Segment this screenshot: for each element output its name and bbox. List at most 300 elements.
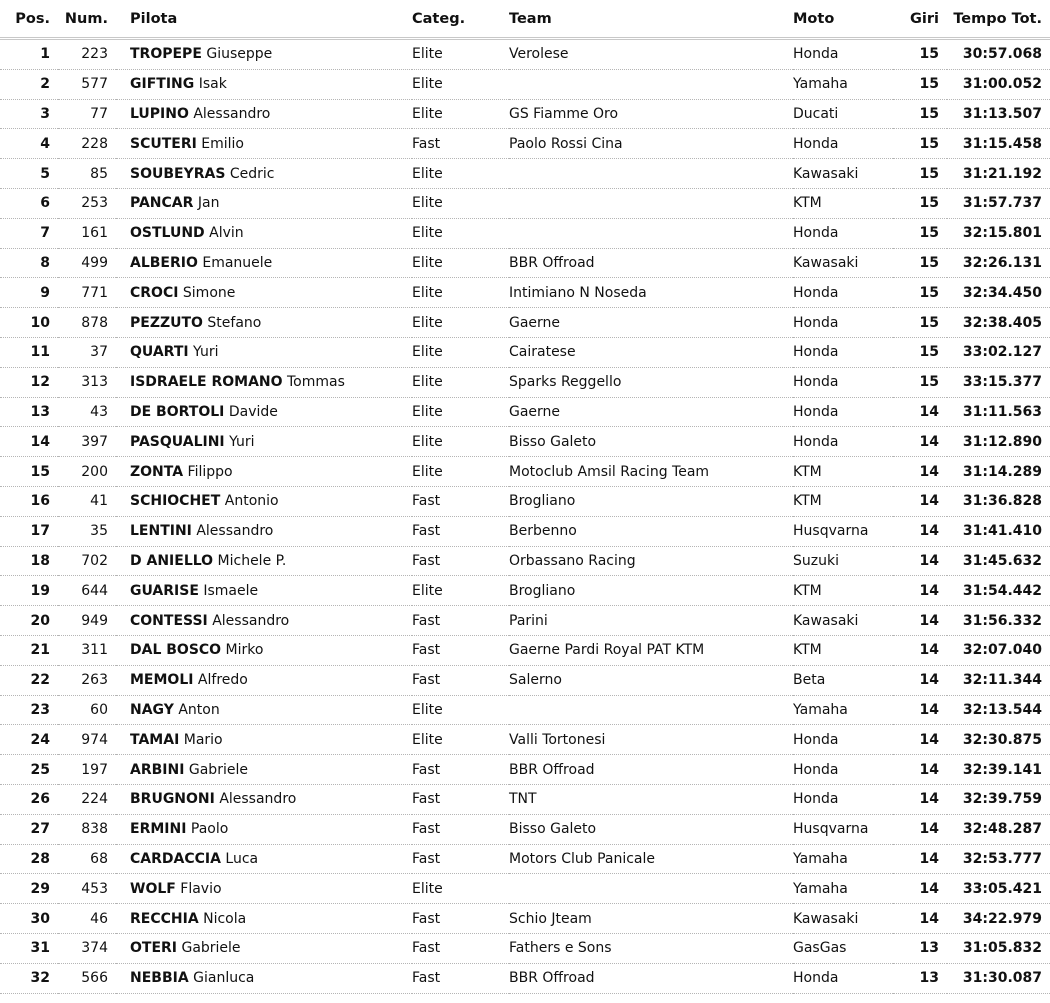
cell-pos: 23: [0, 695, 58, 725]
cell-team: [509, 159, 793, 189]
cell-tempo: 30:57.068: [947, 39, 1050, 70]
cell-num: 68: [58, 844, 116, 874]
cell-pilota: [116, 695, 412, 725]
table-row: [0, 367, 1050, 397]
cell-pilota: [116, 546, 412, 576]
rider-surname: SOUBEYRAS: [130, 165, 226, 182]
cell-moto: Beta: [793, 665, 893, 695]
cell-pos: 4: [0, 129, 58, 159]
cell-categ: Elite: [412, 159, 509, 189]
rider-firstname: Gabriele: [181, 940, 241, 957]
cell-moto: KTM: [793, 486, 893, 516]
cell-categ: Elite: [412, 278, 509, 308]
cell-pos: 3: [0, 99, 58, 129]
cell-categ: Fast: [412, 933, 509, 963]
rider-firstname: Jan: [197, 195, 220, 212]
rider-firstname: Davide: [228, 403, 278, 420]
rider-surname: DAL BOSCO: [130, 642, 222, 659]
cell-team: [509, 69, 793, 99]
cell-num: 374: [58, 933, 116, 963]
cell-giri: 14: [893, 457, 947, 487]
cell-giri: 14: [893, 874, 947, 904]
cell-pilota: [116, 516, 412, 546]
rider-surname: MEMOLI: [130, 672, 194, 689]
cell-categ: Fast: [412, 755, 509, 785]
rider-surname: TAMAI: [130, 731, 180, 748]
cell-giri: 13: [893, 963, 947, 993]
rider-firstname: Simone: [182, 284, 236, 301]
cell-pos: 28: [0, 844, 58, 874]
rider-firstname: Mirko: [225, 642, 264, 659]
cell-giri: 15: [893, 69, 947, 99]
table-row: [0, 784, 1050, 814]
rider-surname: RECCHIA: [130, 910, 199, 927]
results-body: [0, 39, 1050, 994]
cell-team: Gaerne: [509, 308, 793, 338]
cell-moto: GasGas: [793, 933, 893, 963]
cell-giri: 14: [893, 755, 947, 785]
cell-giri: 14: [893, 784, 947, 814]
rider-firstname: Alfredo: [197, 672, 248, 689]
cell-moto: Honda: [793, 427, 893, 457]
cell-moto: Honda: [793, 784, 893, 814]
cell-pilota: [116, 755, 412, 785]
cell-pos: 11: [0, 337, 58, 367]
cell-pos: 22: [0, 665, 58, 695]
cell-moto: Yamaha: [793, 874, 893, 904]
cell-moto: Honda: [793, 278, 893, 308]
cell-moto: Honda: [793, 367, 893, 397]
cell-team: Intimiano N Noseda: [509, 278, 793, 308]
rider-firstname: Paolo: [190, 821, 229, 838]
cell-tempo: 31:56.332: [947, 606, 1050, 636]
cell-giri: 15: [893, 308, 947, 338]
rider-surname: ARBINI: [130, 761, 185, 778]
cell-num: 41: [58, 486, 116, 516]
cell-categ: Elite: [412, 457, 509, 487]
cell-pos: 1: [0, 39, 58, 70]
rider-firstname: Luca: [225, 850, 259, 867]
header-team: Team: [509, 0, 793, 39]
cell-giri: 14: [893, 427, 947, 457]
cell-num: 566: [58, 963, 116, 993]
cell-num: 46: [58, 904, 116, 934]
cell-pilota: [116, 188, 412, 218]
cell-moto: Honda: [793, 337, 893, 367]
cell-pos: 12: [0, 367, 58, 397]
cell-team: TNT: [509, 784, 793, 814]
cell-tempo: 32:53.777: [947, 844, 1050, 874]
cell-pos: 9: [0, 278, 58, 308]
table-row: [0, 933, 1050, 963]
table-row: [0, 486, 1050, 516]
cell-num: 223: [58, 39, 116, 70]
cell-moto: Honda: [793, 725, 893, 755]
cell-categ: Fast: [412, 963, 509, 993]
cell-team: Schio Jteam: [509, 904, 793, 934]
table-row: [0, 248, 1050, 278]
table-row: [0, 188, 1050, 218]
header-moto: Moto: [793, 0, 893, 39]
cell-num: 77: [58, 99, 116, 129]
cell-moto: Yamaha: [793, 844, 893, 874]
cell-pos: 27: [0, 814, 58, 844]
cell-tempo: 31:13.507: [947, 99, 1050, 129]
cell-num: 838: [58, 814, 116, 844]
cell-tempo: 32:13.544: [947, 695, 1050, 725]
cell-pilota: [116, 844, 412, 874]
cell-tempo: 32:39.141: [947, 755, 1050, 785]
table-row: [0, 159, 1050, 189]
cell-tempo: 31:14.289: [947, 457, 1050, 487]
cell-moto: Kawasaki: [793, 904, 893, 934]
table-row: [0, 397, 1050, 427]
cell-tempo: 31:12.890: [947, 427, 1050, 457]
cell-pos: 14: [0, 427, 58, 457]
table-row: [0, 576, 1050, 606]
rider-firstname: Mario: [183, 731, 223, 748]
cell-categ: Elite: [412, 874, 509, 904]
rider-surname: TROPEPE: [130, 46, 202, 63]
cell-num: 453: [58, 874, 116, 904]
cell-categ: Elite: [412, 248, 509, 278]
cell-pos: 32: [0, 963, 58, 993]
cell-team: Gaerne: [509, 397, 793, 427]
table-row: [0, 814, 1050, 844]
cell-pos: 5: [0, 159, 58, 189]
cell-tempo: 34:22.979: [947, 904, 1050, 934]
cell-num: 35: [58, 516, 116, 546]
cell-pilota: [116, 397, 412, 427]
cell-team: Bisso Galeto: [509, 814, 793, 844]
table-row: [0, 99, 1050, 129]
cell-tempo: 31:05.832: [947, 933, 1050, 963]
cell-giri: 15: [893, 367, 947, 397]
rider-surname: SCUTERI: [130, 135, 197, 152]
cell-pilota: [116, 635, 412, 665]
rider-surname: CARDACCIA: [130, 850, 221, 867]
rider-surname: LUPINO: [130, 105, 189, 122]
cell-pos: 2: [0, 69, 58, 99]
cell-team: BBR Offroad: [509, 755, 793, 785]
cell-moto: Honda: [793, 397, 893, 427]
rider-firstname: Yuri: [193, 344, 219, 361]
cell-team: Valli Tortonesi: [509, 725, 793, 755]
rider-surname: GIFTING: [130, 76, 195, 93]
table-row: [0, 755, 1050, 785]
cell-team: Brogliano: [509, 576, 793, 606]
table-row: [0, 963, 1050, 993]
table-row: [0, 606, 1050, 636]
cell-pilota: [116, 308, 412, 338]
cell-num: 878: [58, 308, 116, 338]
table-row: [0, 904, 1050, 934]
cell-tempo: 32:38.405: [947, 308, 1050, 338]
table-row: [0, 546, 1050, 576]
cell-pilota: [116, 367, 412, 397]
cell-categ: Elite: [412, 337, 509, 367]
cell-num: 60: [58, 695, 116, 725]
cell-pos: 8: [0, 248, 58, 278]
cell-pos: 7: [0, 218, 58, 248]
cell-categ: Fast: [412, 665, 509, 695]
cell-pilota: [116, 576, 412, 606]
cell-pilota: [116, 457, 412, 487]
cell-pos: 31: [0, 933, 58, 963]
cell-giri: 13: [893, 933, 947, 963]
cell-team: [509, 695, 793, 725]
cell-team: Paolo Rossi Cina: [509, 129, 793, 159]
cell-pos: 16: [0, 486, 58, 516]
cell-giri: 14: [893, 814, 947, 844]
cell-pos: 15: [0, 457, 58, 487]
cell-team: Verolese: [509, 39, 793, 70]
cell-tempo: 31:57.737: [947, 188, 1050, 218]
cell-giri: 15: [893, 39, 947, 70]
cell-giri: 14: [893, 516, 947, 546]
cell-team: Fathers e Sons: [509, 933, 793, 963]
cell-giri: 15: [893, 99, 947, 129]
cell-categ: Fast: [412, 606, 509, 636]
cell-pilota: [116, 725, 412, 755]
rider-surname: CONTESSI: [130, 612, 208, 629]
cell-categ: Fast: [412, 844, 509, 874]
rider-firstname: Emanuele: [202, 254, 273, 271]
cell-pilota: [116, 99, 412, 129]
rider-firstname: Gabriele: [188, 761, 248, 778]
cell-pos: 19: [0, 576, 58, 606]
cell-num: 771: [58, 278, 116, 308]
cell-team: Brogliano: [509, 486, 793, 516]
cell-tempo: 33:02.127: [947, 337, 1050, 367]
cell-giri: 14: [893, 546, 947, 576]
cell-categ: Fast: [412, 546, 509, 576]
table-row: [0, 218, 1050, 248]
cell-categ: Elite: [412, 367, 509, 397]
table-row: [0, 635, 1050, 665]
cell-giri: 14: [893, 695, 947, 725]
rider-surname: QUARTI: [130, 344, 189, 361]
cell-pilota: [116, 278, 412, 308]
rider-firstname: Isak: [198, 76, 227, 93]
cell-moto: Suzuki: [793, 546, 893, 576]
rider-firstname: Ismaele: [203, 582, 259, 599]
table-row: [0, 844, 1050, 874]
cell-giri: 15: [893, 337, 947, 367]
cell-pos: 24: [0, 725, 58, 755]
cell-moto: Husqvarna: [793, 516, 893, 546]
cell-moto: Honda: [793, 963, 893, 993]
header-tempo: Tempo Tot.: [947, 0, 1050, 39]
cell-pos: 26: [0, 784, 58, 814]
cell-pilota: [116, 814, 412, 844]
cell-num: 311: [58, 635, 116, 665]
cell-pilota: [116, 874, 412, 904]
rider-surname: PASQUALINI: [130, 433, 225, 450]
rider-firstname: Alessandro: [219, 791, 297, 808]
cell-tempo: 31:45.632: [947, 546, 1050, 576]
cell-num: 253: [58, 188, 116, 218]
cell-tempo: 32:15.801: [947, 218, 1050, 248]
cell-moto: KTM: [793, 188, 893, 218]
cell-moto: Kawasaki: [793, 606, 893, 636]
cell-moto: Honda: [793, 755, 893, 785]
cell-team: Cairatese: [509, 337, 793, 367]
cell-pilota: [116, 933, 412, 963]
cell-moto: Honda: [793, 308, 893, 338]
header-num: Num.: [58, 0, 116, 39]
rider-firstname: Flavio: [180, 880, 222, 897]
rider-firstname: Stefano: [207, 314, 262, 331]
rider-surname: PEZZUTO: [130, 314, 203, 331]
rider-firstname: Alessandro: [196, 523, 274, 540]
table-row: [0, 129, 1050, 159]
cell-categ: Elite: [412, 695, 509, 725]
cell-team: BBR Offroad: [509, 963, 793, 993]
rider-firstname: Anton: [178, 701, 220, 718]
cell-giri: 15: [893, 278, 947, 308]
table-row: [0, 516, 1050, 546]
cell-team: Gaerne Pardi Royal PAT KTM: [509, 635, 793, 665]
cell-tempo: 33:05.421: [947, 874, 1050, 904]
cell-pilota: [116, 427, 412, 457]
cell-moto: Ducati: [793, 99, 893, 129]
cell-giri: 14: [893, 486, 947, 516]
cell-pos: 6: [0, 188, 58, 218]
cell-team: Berbenno: [509, 516, 793, 546]
cell-categ: Elite: [412, 218, 509, 248]
cell-categ: Elite: [412, 308, 509, 338]
cell-tempo: 32:11.344: [947, 665, 1050, 695]
cell-categ: Fast: [412, 784, 509, 814]
rider-surname: PANCAR: [130, 195, 194, 212]
table-row: [0, 337, 1050, 367]
cell-giri: 15: [893, 218, 947, 248]
cell-pos: 10: [0, 308, 58, 338]
cell-team: Bisso Galeto: [509, 427, 793, 457]
cell-tempo: 33:15.377: [947, 367, 1050, 397]
cell-giri: 15: [893, 248, 947, 278]
cell-giri: 14: [893, 904, 947, 934]
cell-categ: Fast: [412, 904, 509, 934]
cell-categ: Fast: [412, 516, 509, 546]
cell-moto: Yamaha: [793, 69, 893, 99]
cell-pilota: [116, 218, 412, 248]
rider-surname: WOLF: [130, 880, 176, 897]
cell-team: [509, 188, 793, 218]
cell-pos: 20: [0, 606, 58, 636]
rider-surname: BRUGNONI: [130, 791, 215, 808]
cell-giri: 14: [893, 576, 947, 606]
table-row: [0, 69, 1050, 99]
header-pilota: Pilota: [116, 0, 412, 39]
cell-tempo: 31:15.458: [947, 129, 1050, 159]
cell-num: 161: [58, 218, 116, 248]
cell-num: 43: [58, 397, 116, 427]
rider-surname: ERMINI: [130, 821, 187, 838]
cell-pilota: [116, 337, 412, 367]
cell-pilota: [116, 784, 412, 814]
header-pos: Pos.: [0, 0, 58, 39]
cell-moto: Honda: [793, 39, 893, 70]
cell-team: [509, 218, 793, 248]
cell-categ: Fast: [412, 129, 509, 159]
cell-pilota: [116, 963, 412, 993]
cell-num: 702: [58, 546, 116, 576]
cell-tempo: 32:34.450: [947, 278, 1050, 308]
rider-firstname: Filippo: [187, 463, 233, 480]
cell-pilota: [116, 904, 412, 934]
cell-moto: KTM: [793, 457, 893, 487]
cell-num: 644: [58, 576, 116, 606]
cell-moto: KTM: [793, 576, 893, 606]
rider-firstname: Tommas: [286, 374, 345, 391]
cell-pilota: [116, 486, 412, 516]
rider-firstname: Yuri: [229, 433, 255, 450]
cell-pilota: [116, 665, 412, 695]
cell-pos: 21: [0, 635, 58, 665]
cell-moto: Husqvarna: [793, 814, 893, 844]
cell-pos: 29: [0, 874, 58, 904]
cell-team: Parini: [509, 606, 793, 636]
table-row: [0, 874, 1050, 904]
cell-giri: 14: [893, 665, 947, 695]
cell-pilota: [116, 248, 412, 278]
cell-tempo: 31:30.087: [947, 963, 1050, 993]
cell-num: 974: [58, 725, 116, 755]
cell-categ: Elite: [412, 397, 509, 427]
cell-pilota: [116, 129, 412, 159]
cell-team: Motors Club Panicale: [509, 844, 793, 874]
table-row: [0, 725, 1050, 755]
cell-num: 224: [58, 784, 116, 814]
cell-giri: 14: [893, 844, 947, 874]
table-row: [0, 308, 1050, 338]
cell-giri: 14: [893, 397, 947, 427]
rider-firstname: Alessandro: [212, 612, 290, 629]
cell-pos: 25: [0, 755, 58, 785]
rider-surname: DE BORTOLI: [130, 403, 225, 420]
cell-categ: Elite: [412, 99, 509, 129]
rider-surname: CROCI: [130, 284, 179, 301]
cell-giri: 15: [893, 129, 947, 159]
cell-team: BBR Offroad: [509, 248, 793, 278]
cell-categ: Fast: [412, 814, 509, 844]
cell-pos: 17: [0, 516, 58, 546]
cell-num: 263: [58, 665, 116, 695]
rider-surname: GUARISE: [130, 582, 199, 599]
cell-num: 197: [58, 755, 116, 785]
rider-surname: OSTLUND: [130, 225, 205, 242]
rider-firstname: Emilio: [201, 135, 244, 152]
rider-surname: ISDRAELE ROMANO: [130, 374, 283, 391]
rider-firstname: Nicola: [203, 910, 247, 927]
cell-pos: 18: [0, 546, 58, 576]
cell-num: 85: [58, 159, 116, 189]
cell-categ: Elite: [412, 39, 509, 70]
cell-tempo: 31:36.828: [947, 486, 1050, 516]
rider-firstname: Giuseppe: [206, 46, 273, 63]
cell-tempo: 31:54.442: [947, 576, 1050, 606]
cell-moto: Honda: [793, 218, 893, 248]
header-giri: Giri: [893, 0, 947, 39]
cell-team: Salerno: [509, 665, 793, 695]
cell-pos: 30: [0, 904, 58, 934]
rider-surname: D ANIELLO: [130, 552, 214, 569]
cell-tempo: 31:00.052: [947, 69, 1050, 99]
cell-categ: Fast: [412, 635, 509, 665]
cell-giri: 14: [893, 725, 947, 755]
